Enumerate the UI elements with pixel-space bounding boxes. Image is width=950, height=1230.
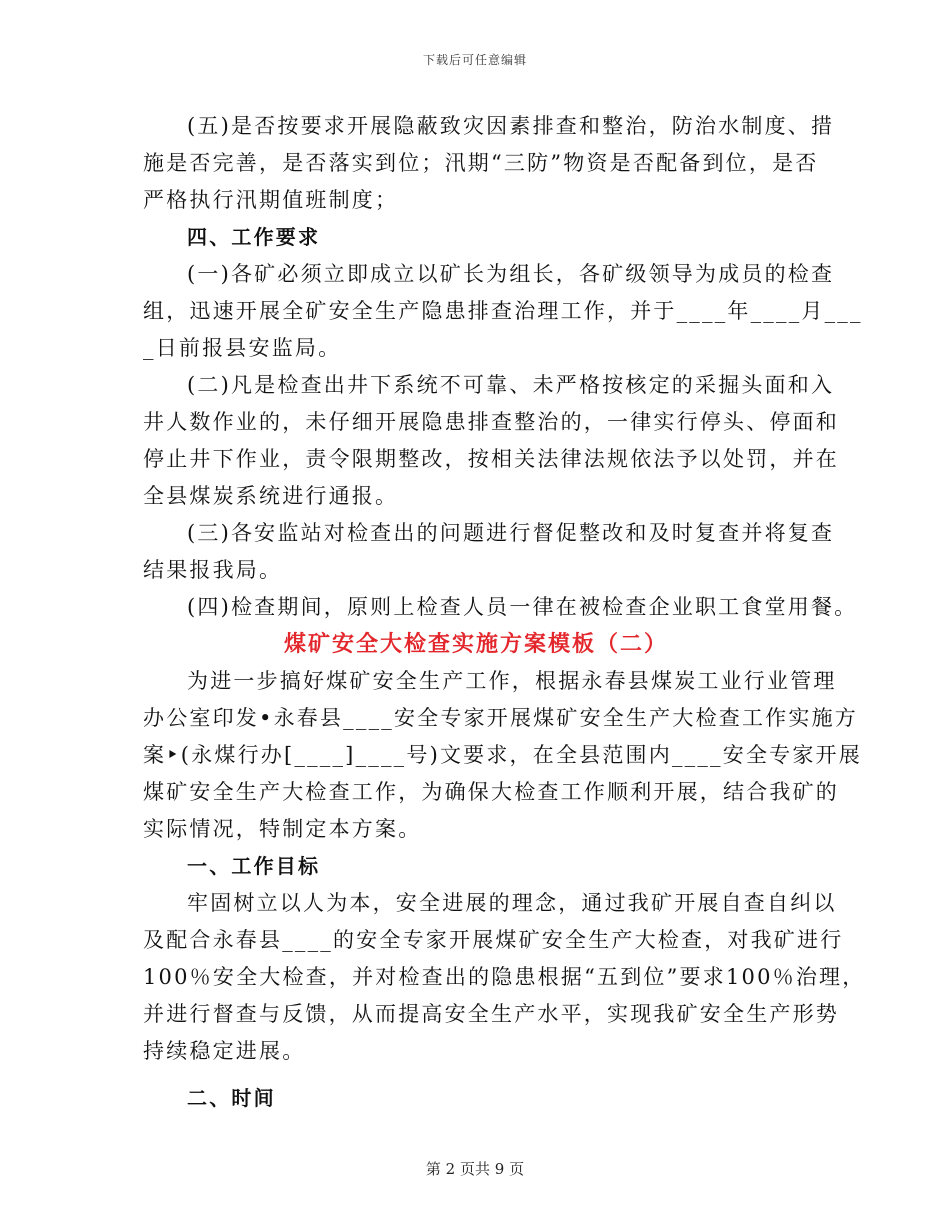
text-line: 严格执行汛期值班制度； [143, 188, 399, 212]
text-line: _日前报县安监局。 [143, 336, 342, 360]
text-line: 实际情况，特制定本方案。 [143, 817, 422, 841]
text-line: 煤矿安全生产大检查工作，为确保大检查工作顺利开展，结合我矿的 [143, 780, 839, 804]
section-heading: 四、工作要求 [187, 225, 321, 249]
text-line: 100％安全大检查，并对检查出的隐患根据“五到位”要求100％治理， [143, 965, 866, 989]
text-line: 结果报我局。 [143, 558, 283, 582]
paragraph-gap [143, 1070, 809, 1080]
text-line: 全县煤炭系统进行通报。 [143, 484, 399, 508]
text-line: 及配合永春县____的安全专家开展煤矿安全生产大检查，对我矿进行 [143, 928, 844, 952]
text-line: 组，迅速开展全矿安全生产隐患排查治理工作，并于____年____月___ [143, 299, 863, 323]
text-line: (二)凡是检查出井下系统不可靠、未严格按核定的采掘头面和入 [187, 373, 835, 397]
text-line: (一)各矿必须立即成立以矿长为组长，各矿级领导为成员的检查 [187, 262, 835, 286]
document-body [143, 108, 866, 1117]
text-line: (五)是否按要求开展隐蔽致灾因素排查和整治，防治水制度、措 [187, 114, 835, 138]
text-line: 施是否完善，是否落实到位；汛期“三防”物资是否配备到位，是否 [143, 151, 819, 175]
text-line: 办公室印发•永春县____安全专家开展煤矿安全生产大检查工作实施方 [143, 706, 858, 730]
section-heading: 二、时间 [187, 1086, 276, 1110]
text-line: 案‣(永煤行办[____]____号)文要求，在全县范围内____安全专家开展 [143, 743, 862, 767]
text-line: (三)各安监站对检查出的问题进行督促整改和及时复查并将复查 [187, 521, 835, 545]
section-heading: 一、工作目标 [187, 854, 321, 878]
text-line: 并进行督查与反馈，从而提高安全生产水平，实现我矿安全生产形势 [143, 1002, 839, 1026]
page-header: 下载后可任意编辑 [422, 53, 527, 67]
page-footer: 第 2 页共 9 页 [425, 1160, 525, 1178]
text-line: 井人数作业的，未仔细开展隐患排查整治的，一律实行停头、停面和 [143, 410, 839, 434]
text-line: (四)检查期间，原则上检查人员一律在被检查企业职工食堂用餐。 [187, 595, 858, 619]
text-line: 为进一步搞好煤矿安全生产工作，根据永春县煤炭工业行业管理 [187, 669, 837, 693]
text-line: 持续稳定进展。 [143, 1039, 306, 1063]
text-line: 停止井下作业，责令限期整改，按相关法律法规依法予以处罚，并在 [143, 447, 839, 471]
text-line: 牢固树立以人为本，安全进展的理念，通过我矿开展自查自纠以 [187, 891, 837, 915]
section-title: 煤矿安全大检查实施方案模板（二） [283, 632, 668, 657]
